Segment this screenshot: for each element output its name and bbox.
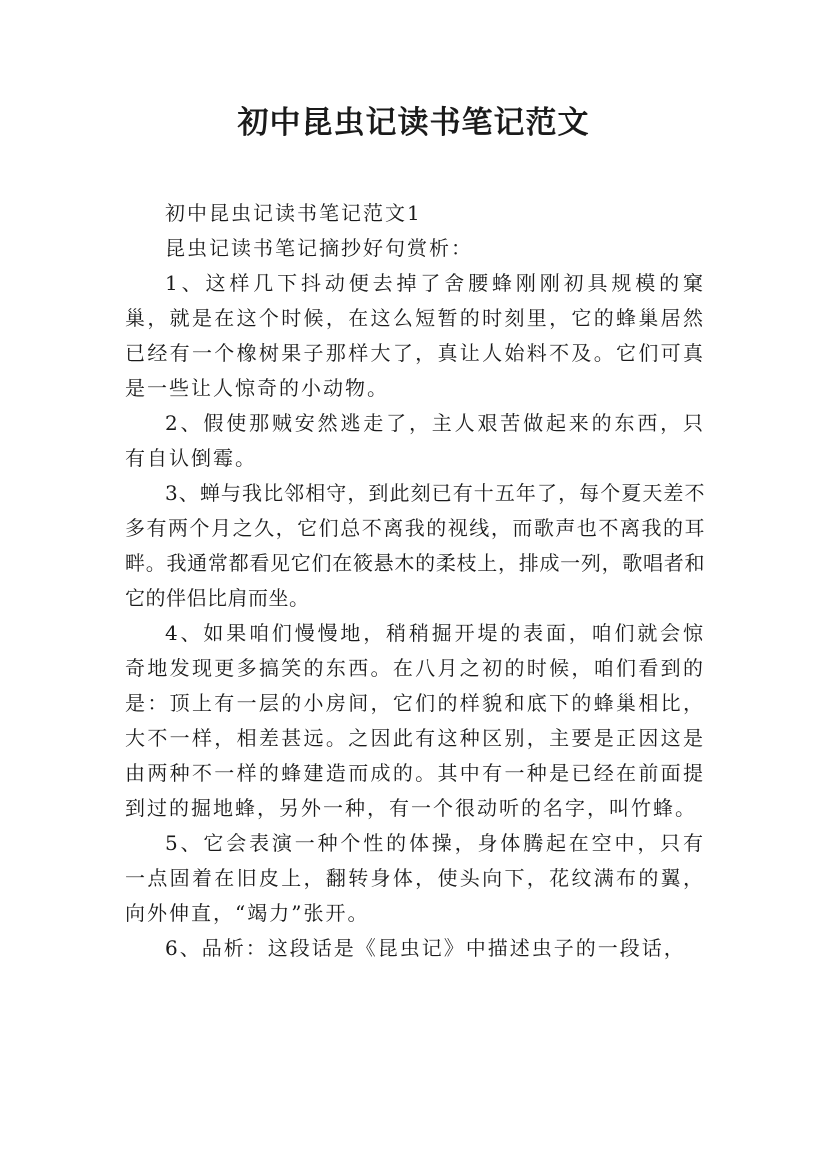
paragraph-1: 1、这样几下抖动便去掉了舍腰蜂刚刚初具规模的窠巢，就是在这个时候，在这么短暂的时刻里，它的蜂巢居然已经有一个橡树果子那样大了，真让人始料不及。它们可真是一些让人惊奇的小动物。 bbox=[125, 271, 705, 400]
paragraph-4: 4、如果咱们慢慢地，稍稍掘开堤的表面，咱们就会惊奇地发现更多搞笑的东西。在八月之初的时候，咱们看到的是：顶上有一层的小房间，它们的样貌和底下的蜂巢相比，大不一样，相差甚远。之因此有这种区别，主要是正因这是由两种不一样的蜂建造而成的。其中有一种是已经在前面提到过的掘地蜂，另外一种，有一个很动听的名字，叫竹蜂。 bbox=[125, 621, 705, 820]
subheading: 昆虫记读书笔记摘抄好句赏析： bbox=[165, 236, 473, 260]
paragraph-6: 6、品析：这段话是《昆虫记》中描述虫子的一段话， bbox=[165, 936, 686, 960]
document-title: 初中昆虫记读书笔记范文 bbox=[237, 105, 590, 141]
paragraph-5: 5、它会表演一种个性的体操，身体腾起在空中，只有一点固着在旧皮上，翻转身体，使头向下，花纹满布的翼，向外伸直，“竭力”张开。 bbox=[125, 831, 705, 925]
paragraph-2: 2、假使那贼安然逃走了，主人艰苦做起来的东西，只有自认倒霉。 bbox=[125, 411, 705, 470]
paragraph-3: 3、蝉与我比邻相守，到此刻已有十五年了，每个夏天差不多有两个月之久，它们总不离我的视线，而歌声也不离我的耳畔。我通常都看见它们在筱悬木的柔枝上，排成一列，歌唱者和它的伴侣比肩而坐。 bbox=[125, 481, 705, 610]
document-body bbox=[125, 196, 705, 966]
section-heading: 初中昆虫记读书笔记范文1 bbox=[165, 201, 422, 225]
